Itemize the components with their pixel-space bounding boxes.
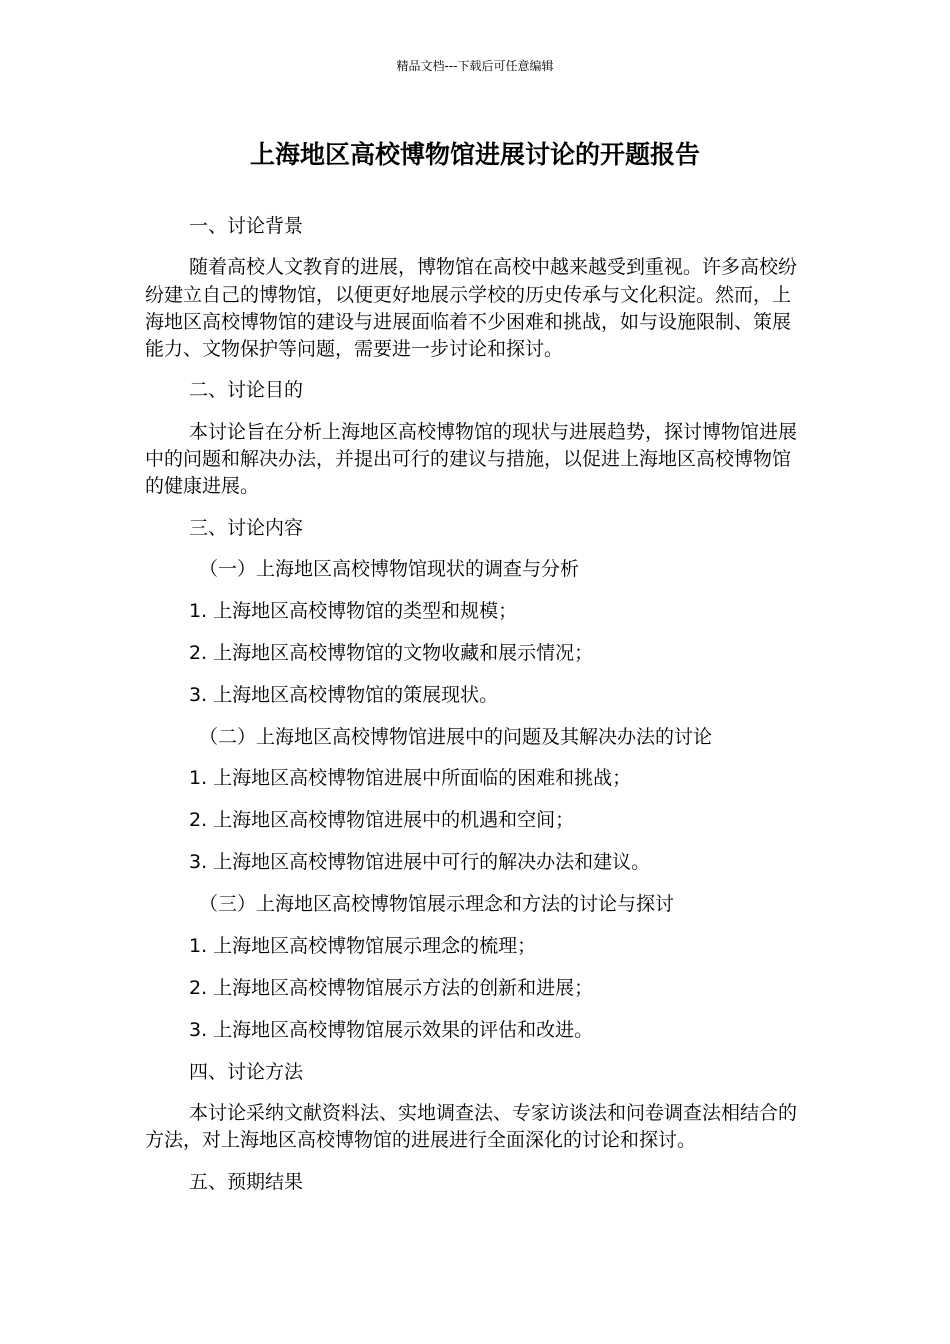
- document-body: [145, 213, 805, 1210]
- list-item: 1. 上海地区高校博物馆的类型和规模；: [189, 599, 518, 622]
- section-heading-background: 一、讨论背景: [189, 215, 304, 237]
- subsection-heading-2: （二）上海地区高校博物馆进展中的问题及其解决办法的讨论: [199, 725, 713, 748]
- subsection-heading-3: （三）上海地区高校博物馆展示理念和方法的讨论与探讨: [199, 893, 675, 916]
- list-item: 2. 上海地区高校博物馆的文物收藏和展示情况；: [189, 641, 594, 664]
- paragraph-purpose: 本讨论旨在分析上海地区高校博物馆的现状与进展趋势，探讨博物馆进展中的问题和解决办法，并提出可行的建议与措施，以促进上海地区高校博物馆的健康进展。: [145, 420, 798, 498]
- paragraph-method: 本讨论采纳文献资料法、实地调查法、专家访谈法和问卷调查法相结合的方法，对上海地区高校博物馆的进展进行全面深化的讨论和探讨。: [145, 1101, 798, 1152]
- list-item: 1. 上海地区高校博物馆进展中所面临的困难和挑战；: [189, 767, 632, 790]
- list-item: 3. 上海地区高校博物馆进展中可行的解决办法和建议。: [189, 851, 651, 874]
- section-heading-content: 三、讨论内容: [189, 516, 304, 539]
- section-heading-expected-results: 五、预期结果: [189, 1170, 304, 1193]
- section-heading-purpose: 二、讨论目的: [189, 379, 304, 402]
- header-note: 精品文档---下载后可任意编辑: [396, 59, 554, 73]
- subsection-heading-1: （一）上海地区高校博物馆现状的调查与分析: [199, 557, 580, 580]
- section-heading-method: 四、讨论方法: [189, 1060, 304, 1083]
- document-title: 上海地区高校博物馆进展讨论的开题报告: [249, 140, 700, 169]
- list-item: 2. 上海地区高校博物馆展示方法的创新和进展；: [189, 976, 594, 999]
- list-item: 2. 上海地区高校博物馆进展中的机遇和空间；: [189, 809, 575, 832]
- list-item: 3. 上海地区高校博物馆展示效果的评估和改进。: [189, 1018, 594, 1041]
- paragraph-background: 随着高校人文教育的进展，博物馆在高校中越来越受到重视。许多高校纷纷建立自己的博物馆，以便更好地展示学校的历史传承与文化积淀。然而，上海地区高校博物馆的建设与进展面临着不少困难和挑战，如与设施限制、策展能力、文物保护等问题，需要进一步讨论和探讨。: [145, 256, 798, 361]
- list-item: 1. 上海地区高校博物馆展示理念的梳理；: [189, 934, 537, 957]
- list-item: 3. 上海地区高校博物馆的策展现状。: [189, 683, 499, 706]
